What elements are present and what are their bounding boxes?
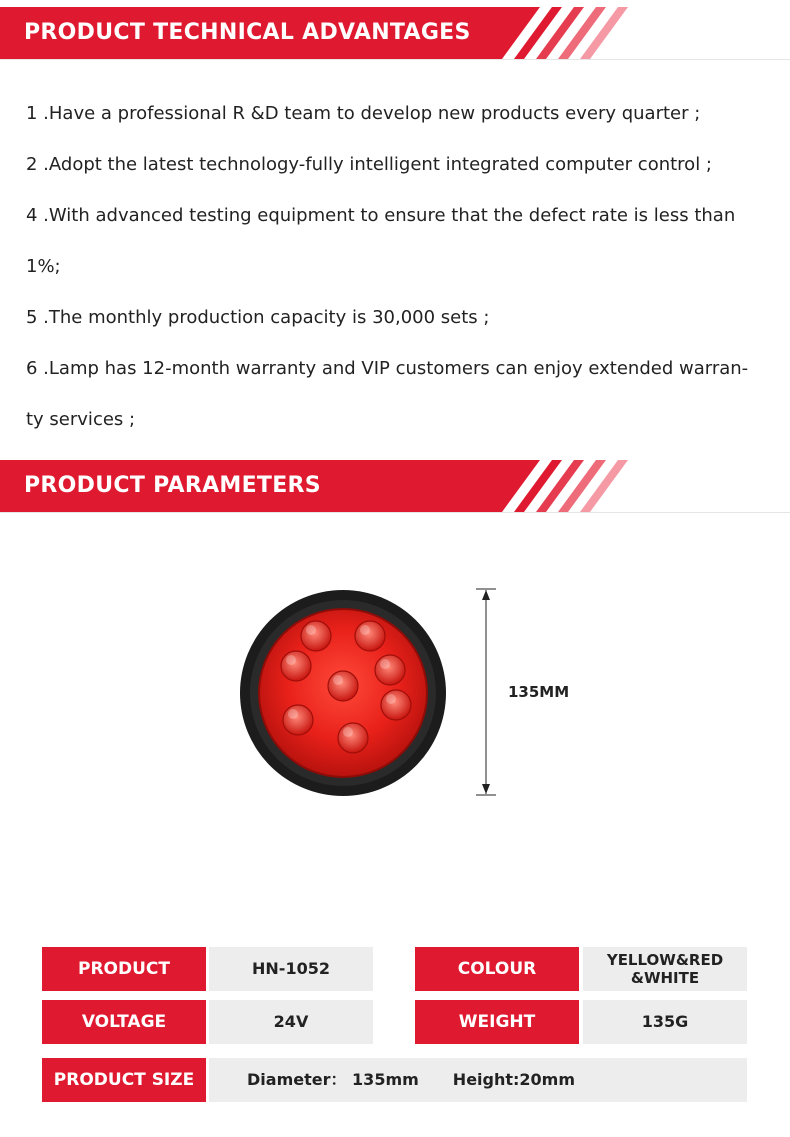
voltage-value: 24V	[209, 1000, 373, 1044]
voltage-label: VOLTAGE	[42, 1000, 206, 1044]
banner-divider	[0, 512, 790, 513]
parameters-title: PRODUCT PARAMETERS	[24, 473, 321, 498]
dimension-arrow	[474, 588, 498, 796]
banner-divider	[0, 59, 790, 60]
list-item: 1 .Have a professional R &D team to develop new products every quarter ;	[26, 103, 701, 124]
lamp-image	[238, 588, 448, 798]
list-item: 1%;	[26, 256, 61, 277]
advantages-list	[26, 88, 766, 445]
advantages-title: PRODUCT TECHNICAL ADVANTAGES	[24, 20, 471, 45]
weight-value: 135G	[583, 1000, 747, 1044]
list-item: 5 .The monthly production capacity is 30,000 sets ;	[26, 307, 490, 328]
list-item: ty services ;	[26, 409, 136, 430]
colour-value-line1: YELLOW&RED	[606, 951, 724, 969]
product-label: PRODUCT	[42, 947, 206, 991]
size-value	[209, 1058, 747, 1102]
size-height: Height:20mm	[452, 1070, 576, 1089]
advantages-banner	[0, 7, 790, 59]
product-value: HN-1052	[209, 947, 373, 991]
list-item: 2 .Adopt the latest technology-fully intelligent integrated computer control ;	[26, 154, 712, 175]
parameters-banner	[0, 460, 790, 512]
size-label: PRODUCT SIZE	[42, 1058, 206, 1102]
colour-label: COLOUR	[415, 947, 579, 991]
dimension-label: 135MM	[508, 683, 570, 701]
list-item: 6 .Lamp has 12-month warranty and VIP customers can enjoy extended warran-	[26, 358, 749, 379]
stripes-decoration	[500, 460, 650, 512]
colour-value	[583, 947, 747, 991]
colour-value-line2: &WHITE	[630, 969, 700, 987]
list-item: 4 .With advanced testing equipment to ensure that the defect rate is less than	[26, 205, 736, 226]
size-diameter: Diameter： 135mm	[247, 1070, 419, 1089]
weight-label: WEIGHT	[415, 1000, 579, 1044]
stripes-decoration	[500, 7, 650, 59]
